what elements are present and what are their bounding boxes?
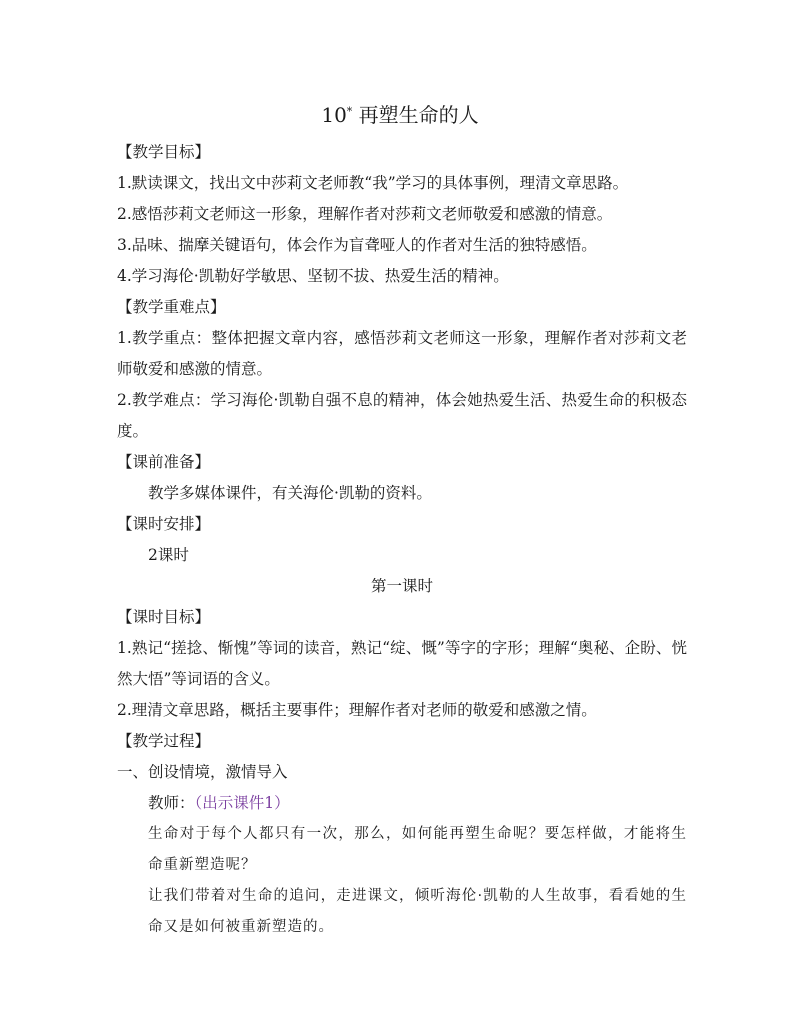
page-title	[0, 101, 800, 133]
teacher-speech: 生命对于每个人都只有一次，那么，如何能再塑生命呢？要怎样做，才能将生命重新塑造呢？	[148, 826, 687, 873]
key-point-item: 2.教学难点：学习海伦·凯勒自强不息的精神，体会她热爱生活、热爱生命的积极态度。	[117, 391, 687, 440]
section-heading-goals: 【教学目标】	[117, 143, 211, 161]
goal-item: 3.品味、揣摩关键语句，体会作为盲聋哑人的作者对生活的独特感悟。	[117, 236, 597, 254]
section-heading-preparation: 【课前准备】	[117, 453, 211, 471]
lesson-goal-item: 2.理清文章思路，概括主要事件；理解作者对老师的敬爱和感激之情。	[117, 701, 597, 719]
goal-item: 1.默读课文，找出文中莎莉文老师教“我”学习的具体事例，理清文章思路。	[117, 174, 629, 192]
teacher-label: 教师：	[148, 794, 195, 812]
key-point-item: 1.教学重点：整体把握文章内容，感悟莎莉文老师这一形象，理解作者对莎莉文老师敬爱和感激的情意。	[117, 329, 687, 378]
goal-item: 2.感悟莎莉文老师这一形象，理解作者对莎莉文老师敬爱和感激的情意。	[117, 205, 613, 223]
lesson-title: 再塑生命的人	[358, 103, 479, 127]
lesson-number: 10	[321, 103, 347, 127]
self-study-mark: *	[346, 105, 353, 118]
teacher-line	[117, 788, 687, 819]
section-heading-schedule: 【课时安排】	[117, 515, 211, 533]
document-body	[117, 137, 687, 943]
preparation-text: 教学多媒体课件，有关海伦·凯勒的资料。	[148, 484, 432, 502]
lesson-one-heading: 第一课时	[370, 577, 433, 595]
schedule-text: 2课时	[148, 546, 189, 564]
section-heading-key-points: 【教学重难点】	[117, 298, 226, 316]
courseware-note: （出示课件1）	[194, 794, 290, 812]
section-heading-lesson-goals: 【课时目标】	[117, 608, 211, 626]
lesson-goal-item: 1.熟记“搓捻、惭愧”等词的读音，熟记“绽、慨”等字的字形；理解“奥秘、企盼、恍然大悟”等词语的含义。	[117, 639, 687, 688]
goal-item: 4.学习海伦·凯勒好学敏思、坚韧不拔、热爱生活的精神。	[117, 267, 509, 285]
teacher-speech: 让我们带着对生命的追问，走进课文，倾听海伦·凯勒的人生故事，看看她的生命又是如何被重新塑造的。	[148, 888, 687, 935]
process-step-heading: 一、创设情境，激情导入	[117, 763, 288, 781]
section-heading-process: 【教学过程】	[117, 732, 211, 750]
